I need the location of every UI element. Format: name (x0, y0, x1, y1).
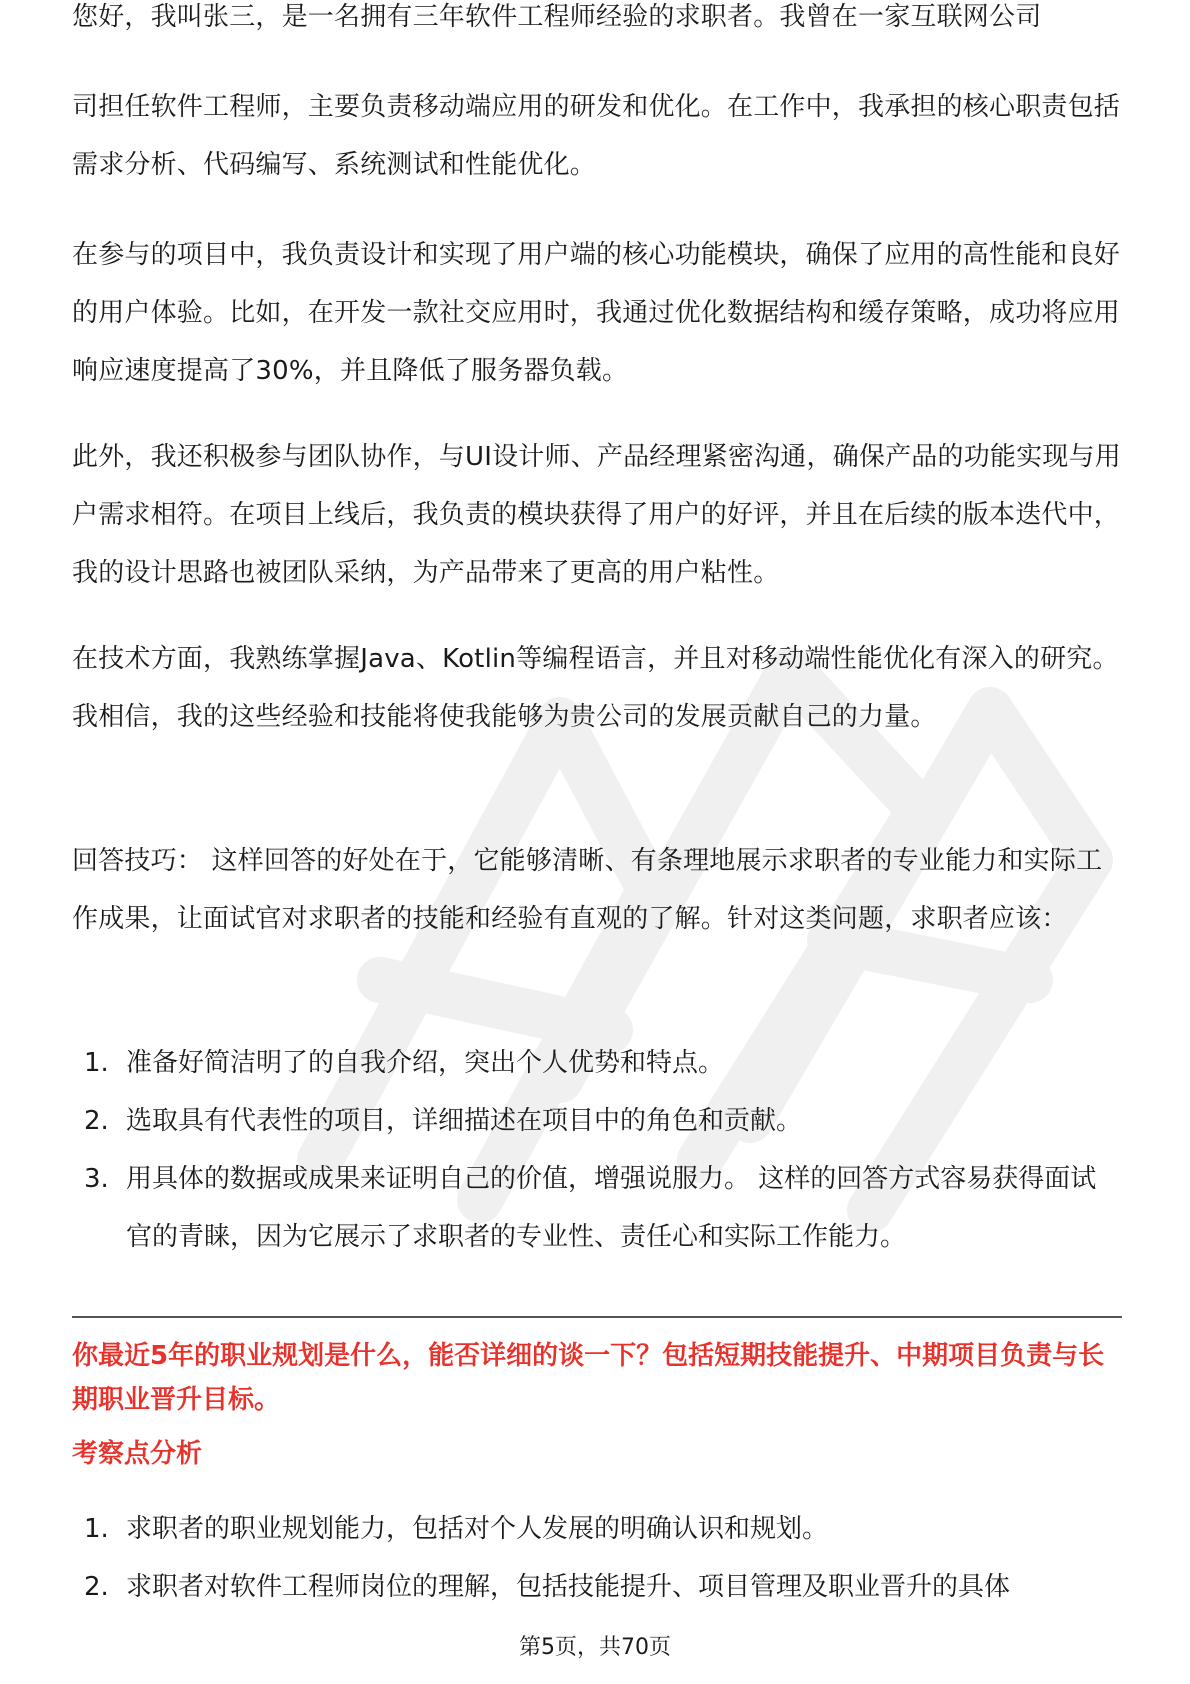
list-text: 求职者对软件工程师岗位的理解，包括技能提升、项目管理及职业晋升的具体 (126, 1572, 1011, 1602)
analysis-list (72, 1500, 1122, 1616)
cut-off-line (72, 2, 1122, 72)
list-number: 2. (84, 1106, 109, 1136)
list-text: 用具体的数据或成果来证明自己的价值，增强说服力。 这样的回答方式容易获得面试官的青睐，因为它展示了求职者的专业性、责任心和实际工作能力。 (126, 1164, 1097, 1252)
top-fragment: 您好，我叫张三，是一名拥有三年软件工程师经验的求职者。我曾在一家互联网公司 (72, 2, 1042, 32)
list-item (72, 1034, 1122, 1092)
list-item (72, 1558, 1122, 1616)
analysis-heading: 考察点分析 (72, 1439, 203, 1469)
list-number: 1. (84, 1514, 109, 1544)
tips-list (72, 1034, 1122, 1266)
list-text: 求职者的职业规划能力，包括对个人发展的明确认识和规划。 (126, 1514, 829, 1544)
list-text: 选取具有代表性的项目，详细描述在项目中的角色和贡献。 (126, 1106, 803, 1136)
list-item (72, 1150, 1122, 1266)
list-item (72, 1092, 1122, 1150)
question-heading: 你最近5年的职业规划是什么，能否详细的谈一下？包括短期技能提升、中期项目负责与长期职业晋升目标。 (72, 1341, 1105, 1415)
paragraph-answer-tips: 回答技巧： 这样回答的好处在于，它能够清晰、有条理地展示求职者的专业能力和实际工作成果，让面试官对求职者的技能和经验有直观的了解。针对这类问题，求职者应该： (72, 846, 1103, 934)
paragraph-teamwork: 此外，我还积极参与团队协作，与UI设计师、产品经理紧密沟通，确保产品的功能实现与用户需求相符。在项目上线后，我负责的模块获得了用户的好评，并且在后续的版本迭代中，我的设计思路也被团队采纳，为产品带来了更高的用户粘性。 (72, 442, 1121, 588)
list-item (72, 1500, 1122, 1558)
paragraph-intro-role: 司担任软件工程师，主要负责移动端应用的研发和优化。在工作中，我承担的核心职责包括需求分析、代码编写、系统测试和性能优化。 (72, 92, 1121, 180)
section-divider (72, 1316, 1122, 1318)
page-footer: 第5页，共70页 (519, 1635, 671, 1660)
paragraph-project: 在参与的项目中，我负责设计和实现了用户端的核心功能模块，确保了应用的高性能和良好的用户体验。比如，在开发一款社交应用时，我通过优化数据结构和缓存策略，成功将应用响应速度提高了30%，并且降低了服务器负载。 (72, 240, 1121, 386)
list-number: 1. (84, 1048, 109, 1078)
list-number: 2. (84, 1572, 109, 1602)
paragraph-technical: 在技术方面，我熟练掌握Java、Kotlin等编程语言，并且对移动端性能优化有深入的研究。我相信，我的这些经验和技能将使我能够为贵公司的发展贡献自己的力量。 (72, 644, 1119, 732)
list-number: 3. (84, 1164, 109, 1194)
list-text: 准备好简洁明了的自我介绍，突出个人优势和特点。 (126, 1048, 725, 1078)
